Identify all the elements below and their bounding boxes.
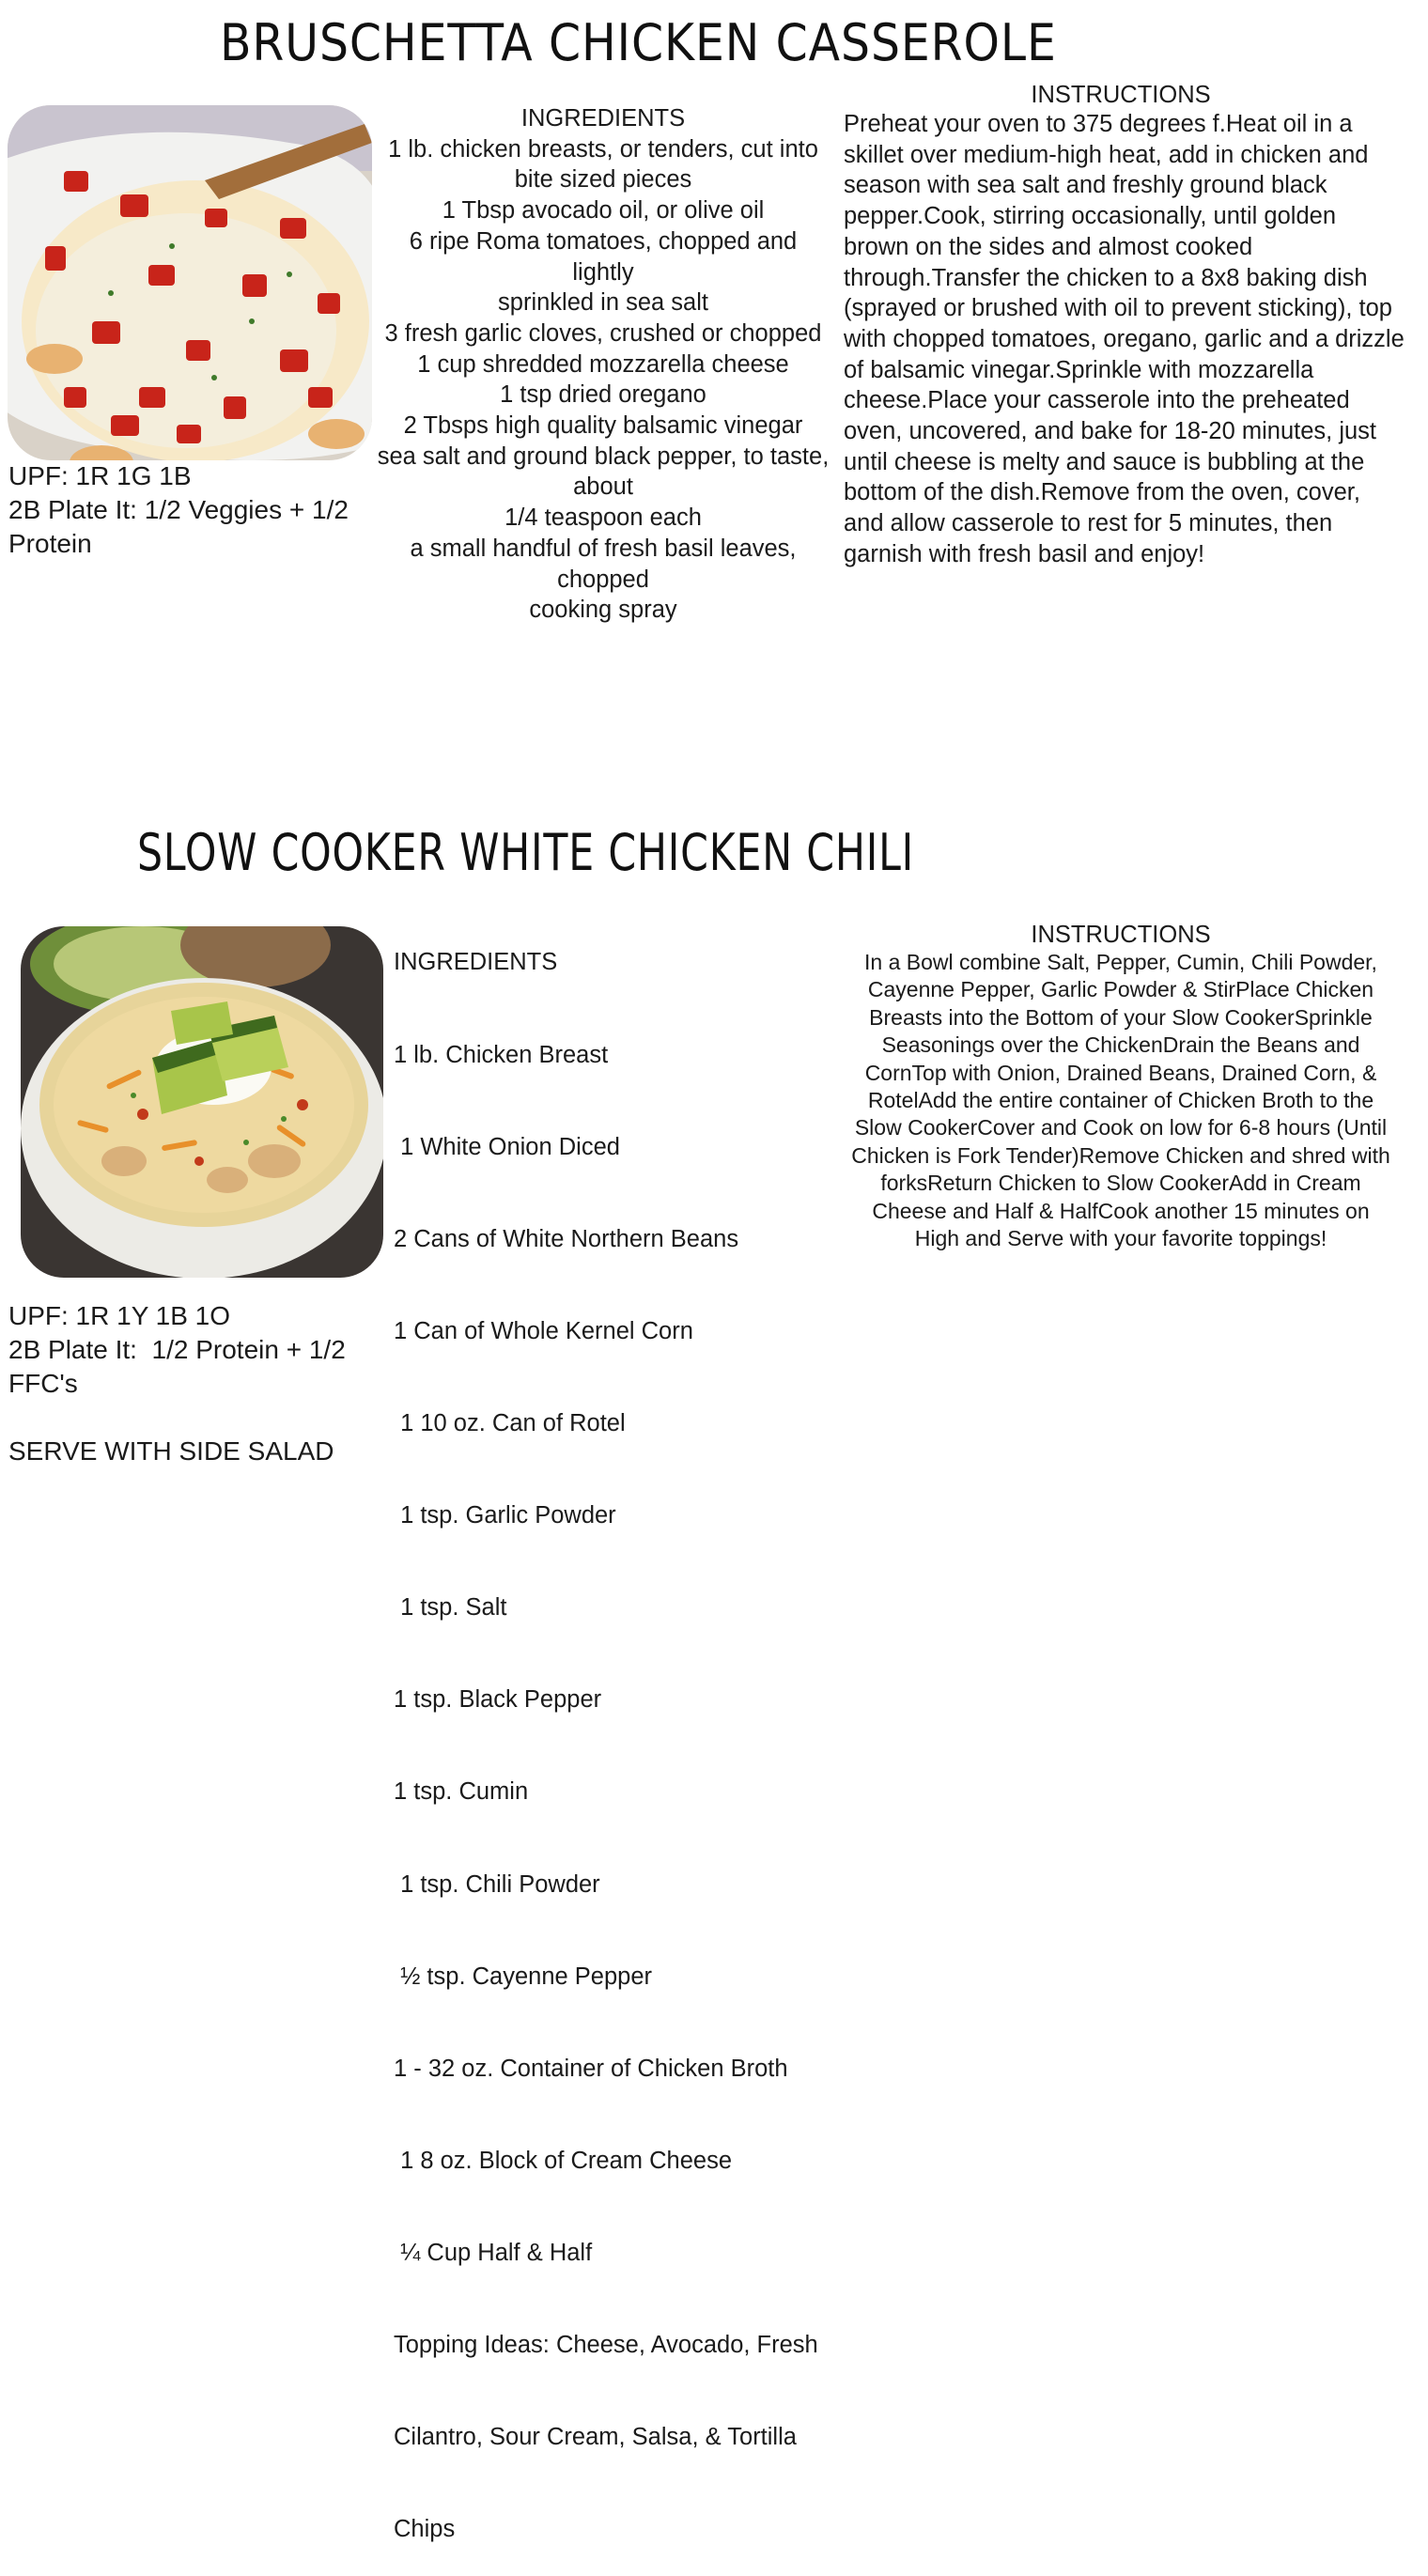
instruction-line: In a Bowl combine Salt, Pepper, Cumin, Chili Powder, [864,950,1377,974]
instruction-line: pepper.Cook, stirring occasionally, until golden [844,203,1336,230]
upf-line: UPF: 1R 1G 1B [8,461,192,490]
instruction-line: Cheese and Half & HalfCook another 15 minutes on [872,1198,1370,1223]
instruction-line: brown on the sides and almost cooked [844,233,1253,260]
instruction-line: with chopped tomatoes, oregano, garlic and a drizzle [844,325,1405,352]
recipe-title: BRUSCHETTA CHICKEN CASSEROLE [220,13,1057,72]
instruction-line: (sprayed or brushed with oil to prevent sticking), top [844,295,1392,322]
ingredient-line: 1 lb. chicken breasts, or tenders, cut into [388,135,818,163]
ingredient-line: 1 8 oz. Block of Cream Cheese [394,2147,733,2174]
instructions-header: INSTRUCTIONS [1031,922,1211,948]
ingredients-header: INGREDIENTS [394,949,558,976]
plate-it-line-cont: FFC's [8,1369,78,1398]
instruction-line: High and Serve with your favorite toppings! [914,1226,1327,1251]
plate-it-line: 2B Plate It: 1/2 Veggies + 1/2 [8,495,349,524]
ingredient-line: Chips [394,2516,456,2543]
ingredient-line: 1 tsp. Garlic Powder [394,1502,616,1529]
ingredient-line: 1 10 oz. Can of Rotel [394,1409,626,1436]
spacer-line [8,1401,346,1435]
ingredient-line: 1 tsp. Chili Powder [394,1870,600,1898]
ingredient-line: Topping Ideas: Cheese, Avocado, Fresh [394,2332,818,2359]
instruction-line: until cheese is melty and sauce is bubbling at the [844,448,1365,475]
instruction-line: oven, uncovered, and bake for 18-20 minutes, just [844,418,1377,445]
ingredient-line: 1 tsp. Salt [394,1594,507,1622]
ingredient-line: 1 tsp. Black Pepper [394,1686,602,1714]
ingredient-line: about [573,473,633,501]
ingredient-line: sea salt and ground black pepper, to taste, [377,442,830,470]
instruction-line: Cayenne Pepper, Garlic Powder & StirPlace Chicken [867,977,1374,1002]
chili-photo [21,926,383,1278]
plate-it-line: 2B Plate It: 1/2 Protein + 1/2 [8,1335,346,1364]
instruction-line: bottom of the dish.Remove from the oven, cover, [844,479,1360,506]
ingredient-line: 1 tsp. Cumin [394,1778,529,1806]
recipe-notes [8,459,349,561]
ingredient-line: Cilantro, Sour Cream, Salsa, & Tortilla [394,2424,797,2451]
ingredient-line: 6 ripe Roma tomatoes, chopped and lightly [409,227,798,286]
ingredient-line: 3 fresh garlic cloves, crushed or chopped [384,319,822,347]
instructions-block [844,81,1407,570]
ingredients-list [394,886,835,2576]
ingredient-line: 1 cup shredded mozzarella cheese [417,350,789,378]
ingredient-line: 1 tsp dried oregano [500,381,706,409]
ingredient-line: chopped [557,566,649,593]
ingredient-line: 2 Tbsps high quality balsamic vinegar [403,412,803,440]
ingredient-line: 1 Tbsp avocado oil, or olive oil [442,197,765,225]
instruction-line: skillet over medium-high heat, add in chicken and [844,141,1369,168]
instruction-line: CornTop with Onion, Drained Beans, Drained Corn, & [864,1060,1377,1085]
instruction-line: forksReturn Chicken to Slow CookerAdd in Cream [880,1171,1361,1196]
instructions-header: INSTRUCTIONS [1031,82,1211,108]
instruction-line: Slow CookerCover and Cook on low for 6-8 hours (Until [854,1115,1388,1141]
recipe-title: SLOW COOKER WHITE CHICKEN CHILI [137,823,915,882]
ingredient-line: 1/4 teaspoon each [504,504,702,532]
ingredient-line: sprinkled in sea salt [498,289,708,317]
ingredient-line: cooking spray [529,597,677,624]
ingredient-line: 2 Cans of White Northern Beans [394,1225,739,1252]
instruction-line: RotelAdd the entire container of Chicken Broth to the [867,1088,1374,1113]
plate-it-line-cont: Protein [8,529,92,558]
ingredients-list [376,103,830,626]
instruction-line: season with sea salt and freshly ground black [844,172,1327,199]
serve-note: SERVE WITH SIDE SALAD [8,1436,334,1466]
ingredient-line: ¼ Cup Half & Half [394,2239,593,2266]
instruction-line: Seasonings over the ChickenDrain the Beans and [881,1032,1360,1058]
ingredient-line: 1 lb. Chicken Breast [394,1041,609,1068]
ingredient-line: a small handful of fresh basil leaves, [410,535,797,562]
ingredient-line: 1 White Onion Diced [394,1133,620,1160]
ingredient-line: 1 Can of Whole Kernel Corn [394,1317,693,1344]
ingredient-line: 1 - 32 oz. Container of Chicken Broth [394,2055,788,2082]
instruction-line: garnish with fresh basil and enjoy! [844,540,1205,567]
recipe-notes [8,1299,346,1468]
instructions-block [844,921,1398,1252]
instruction-line: cheese.Place your casserole into the preheated [844,387,1350,414]
ingredient-line: ½ tsp. Cayenne Pepper [394,1963,653,1990]
upf-line: UPF: 1R 1Y 1B 1O [8,1301,231,1330]
instruction-line: Breasts into the Bottom of your Slow CookerSprinkle [869,1004,1373,1030]
instruction-line: Preheat your oven to 375 degrees f.Heat oil in a [844,111,1353,137]
instruction-line: and allow casserole to rest for 5 minutes, then [844,510,1333,537]
casserole-photo [8,105,372,460]
instruction-line: Chicken is Fork Tender)Remove Chicken and shred with [851,1142,1390,1168]
ingredient-line: bite sized pieces [514,166,692,194]
instruction-line: of balsamic vinegar.Sprinkle with mozzarella [844,356,1314,383]
instruction-line: through.Transfer the chicken to a 8x8 baking dish [844,264,1368,291]
ingredients-header: INGREDIENTS [520,105,686,132]
